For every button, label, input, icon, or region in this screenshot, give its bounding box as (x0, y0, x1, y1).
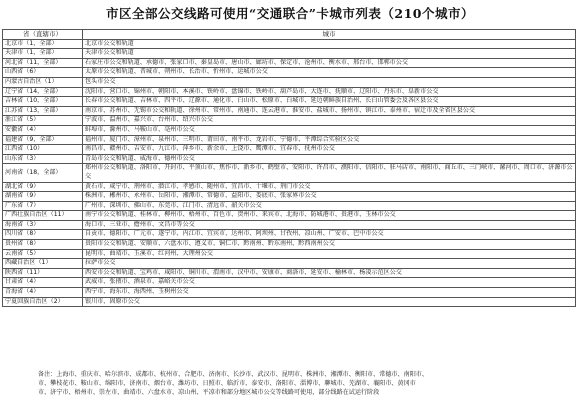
province-cell: 北京市（1，全部） (3, 39, 83, 49)
table-row (3, 164, 576, 182)
cities-cell: 海口市、三亚市、儋州市、文昌市等公交 (83, 220, 576, 230)
cities-cell: 武威市、张掖市、酒泉市、嘉峪关市公交 (83, 278, 576, 288)
note-line: 市、攀枝花市、鞍山市、绵阳市、济南市、烟台市、潍坊市、日照市、临沂市、泰安市、洛阳市、淄博市、聊城市、芜湖市、襄阳市、黄冈市 (38, 380, 416, 388)
province-cell: 青海省（4） (3, 288, 83, 298)
cities-cell: 黄石市、咸宁市、荆州市、潜江市、孝感市、随州市、宜昌市、十堰市、荆门市公交 (83, 182, 576, 192)
province-cell: 四川省（8） (3, 230, 83, 240)
table-row (3, 87, 576, 97)
table-row (3, 106, 576, 116)
province-cell: 陕西省（11） (3, 268, 83, 278)
table-row (3, 211, 576, 221)
cities-cell: 银川市、固原市公交 (83, 297, 576, 307)
province-cell: 江西省（10） (3, 145, 83, 155)
cities-cell: 昆明市、曲靖市、玉溪市、红河州、大理州公交 (83, 249, 576, 259)
table-row (3, 259, 576, 269)
province-cell: 甘肃省（4） (3, 278, 83, 288)
city-table (2, 29, 576, 307)
cities-cell: 南宁市公交和轨道、桂林市、柳州市、梧州市、百色市、贺州市、来宾市、北海市、防城港市、贵港市、玉林市公交 (83, 211, 576, 221)
cities-cell: 包头市公交 (83, 77, 576, 87)
table-row (3, 192, 576, 202)
cities-cell: 宁波市、温州市、嘉兴市、台州市、绍兴市公交 (83, 116, 576, 126)
province-cell: 宁夏回族自治区（2） (3, 297, 83, 307)
province-cell: 广东省（7） (3, 201, 83, 211)
table-row (3, 268, 576, 278)
province-cell: 海南省（3） (3, 220, 83, 230)
cities-cell: 天津市公交和轨道 (83, 49, 576, 59)
table-row (3, 154, 576, 164)
table-row (3, 58, 576, 68)
cities-cell: 南昌市、赣州市、吉安市、九江市、萍乡市、新余市、上饶市、鹰潭市、宜春市、抚州市公交 (83, 145, 576, 155)
province-cell: 浙江省（5） (3, 116, 83, 126)
header-cities: 城市 (83, 30, 576, 40)
cities-cell: 蚌埠市、滁州市、马鞍山市、亳州市公交 (83, 125, 576, 135)
table-row (3, 68, 576, 78)
table-body (3, 39, 576, 307)
cities-cell: 北京市公交和轨道 (83, 39, 576, 49)
province-cell: 山东省（3） (3, 154, 83, 164)
cities-cell: 自贡市、德阳市、广元市、遂宁市、内江市、宜宾市、达州市、阿坝州、甘孜州、凉山州、广安市、巴中市公交 (83, 230, 576, 240)
table-row (3, 297, 576, 307)
table-row (3, 77, 576, 87)
province-cell: 吉林省（10，全部） (3, 97, 83, 107)
province-cell: 湖南省（9） (3, 192, 83, 202)
header-province: 省（直辖市） (3, 30, 83, 40)
table-row (3, 288, 576, 298)
cities-cell: 郑州市公交和轨道、洛阳市、开封市、平顶山市、焦作市、新乡市、鹤壁市、安阳市、许昌市、濮阳市、信阳市、驻马店市、南阳市、商丘市、三门峡市、漯河市、周口市、济源市公交 (83, 164, 576, 182)
province-cell: 福建省（9，全部） (3, 135, 83, 145)
province-cell: 湖北省（9） (3, 182, 83, 192)
cities-cell: 石家庄市公交和轨道、承德市、张家口市、秦皇岛市、唐山市、廊坊市、保定市、沧州市、衡水市、邢台市、邯郸市公交 (83, 58, 576, 68)
table-row (3, 220, 576, 230)
cities-cell: 西宁市、海东市、海西州、玉树州公交 (83, 288, 576, 298)
province-cell: 河北省（11，全部） (3, 58, 83, 68)
table-row (3, 125, 576, 135)
province-cell: 河南省（18，全部） (3, 164, 83, 182)
province-cell: 云南省（5） (3, 249, 83, 259)
cities-cell: 西安市公交和轨道、宝鸡市、咸阳市、铜川市、渭南市、汉中市、安康市、商洛市、延安市、榆林市、杨凌示范区公交 (83, 268, 576, 278)
table-header-row (3, 30, 576, 40)
province-cell: 贵州省（8） (3, 240, 83, 250)
table-row (3, 145, 576, 155)
province-cell: 安徽省（4） (3, 125, 83, 135)
cities-cell: 福州市、厦门市、漳州市、泉州市、三明市、莆田市、南平市、龙岩市、宁德市、平潭综合实验区公交 (83, 135, 576, 145)
table-row (3, 135, 576, 145)
cities-cell: 太原市公交和轨道、晋城市、朔州市、长治市、忻州市、运城市公交 (83, 68, 576, 78)
page-title: 市区全部公交线路可使用“交通联合”卡城市列表（210个城市） (106, 6, 474, 21)
notes-block (38, 370, 574, 398)
province-cell: 广西壮族自治区（11） (3, 211, 83, 221)
cities-cell: 青岛市公交和轨道、威海市、德州市公交 (83, 154, 576, 164)
note-line: 市、济宁市、梧州市、崇左市、曲靖市、六盘水市、凉山州、平凉市和部分地区城市公交等线路可使用，部分线路在试运行阶段 (38, 389, 380, 397)
table-row (3, 97, 576, 107)
table-row (3, 240, 576, 250)
table-row (3, 49, 576, 59)
cities-cell: 长春市公交和轨道、吉林市、四平市、辽源市、通化市、白山市、松原市、白城市、延边朝鲜族自治州、长白山管委会及各区县公交 (83, 97, 576, 107)
table-row (3, 278, 576, 288)
province-cell: 山西省（6） (3, 68, 83, 78)
cities-cell: 南京市、苏州市、无锡市公交和轨道、徐州市、常州市、南通市、连云港市、淮安市、盐城市、扬州市、镇江市、泰州市、宿迁市及全省区县公交 (83, 106, 576, 116)
table-row (3, 116, 576, 126)
table-row (3, 230, 576, 240)
table-row (3, 39, 576, 49)
cities-cell: 广州市、深圳市、佛山市、东莞市、江门市、清远市、韶关市公交 (83, 201, 576, 211)
province-cell: 辽宁省（14，全部） (3, 87, 83, 97)
table-row (3, 249, 576, 259)
cities-cell: 沈阳市、营口市、锦州市、朝阳市、本溪市、铁岭市、盘锦市、铁岭市、葫芦岛市、大连市、抚顺市、辽阳市、丹东市、阜新市公交 (83, 87, 576, 97)
note-line: 备注：上海市、重庆市、哈尔滨市、成都市、杭州市、合肥市、济南市、长沙市、武汉市、昆明市、株洲市、湘潭市、衡阳市、常德市、南阳市、 (38, 371, 428, 378)
cities-cell: 贵阳市公交和轨道、安顺市、六盘水市、遵义市、铜仁市、黔南州、黔东南州、黔西南州公交 (83, 240, 576, 250)
table-row (3, 182, 576, 192)
province-cell: 内蒙古自治区（1） (3, 77, 83, 87)
cities-cell: 拉萨市公交 (83, 259, 576, 269)
cities-cell: 株洲市、郴州市、永州市、岳阳市、湘潭市、常德市、益阳市、娄底市、张家界市公交 (83, 192, 576, 202)
province-cell: 天津市（1，全部） (3, 49, 83, 59)
province-cell: 西藏自治区（1） (3, 259, 83, 269)
province-cell: 江苏省（13，全部） (3, 106, 83, 116)
table-row (3, 201, 576, 211)
